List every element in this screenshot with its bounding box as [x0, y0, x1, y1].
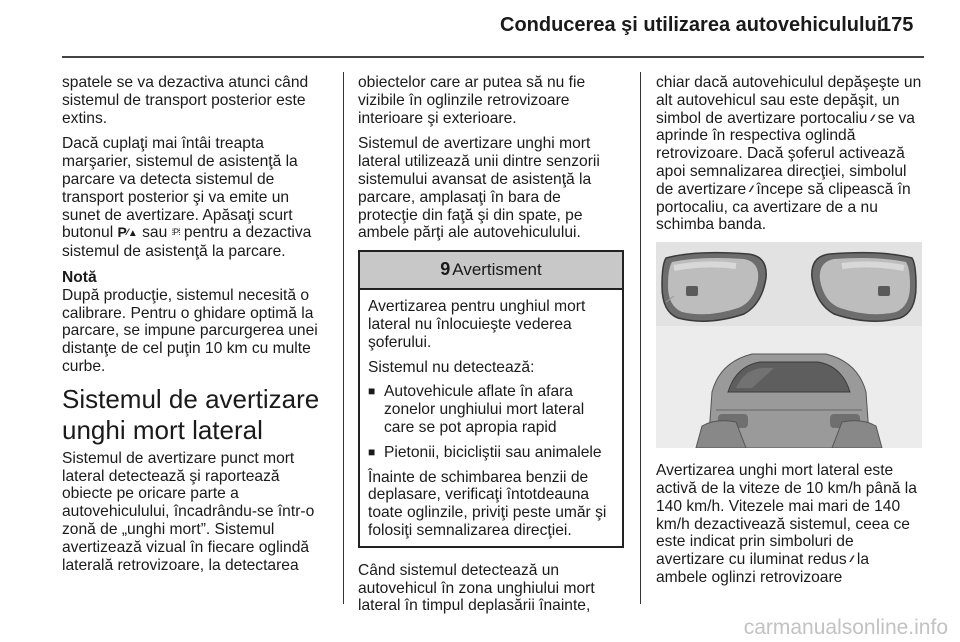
blind-spot-mirrors-illustration — [656, 242, 922, 448]
warning-paragraph-3: Înainte de schimbarea benzii de deplasare, verificaţi întotdeauna toate oglinzile, priviţi peste umăr şi folosiţi semnalizarea direcţiei. — [368, 468, 607, 539]
paragraph-reverse-gear-part-2: sau — [137, 224, 172, 242]
column-divider-1 — [343, 72, 344, 604]
column-divider-2 — [640, 72, 641, 604]
paragraph-detection: Când sistemul detectează un autovehicul în zona unghiului mort lateral în timpul deplasării înainte, — [358, 561, 595, 615]
section-title: Sistemul de avertizare unghi mort lateral — [62, 383, 320, 445]
warning-box — [358, 250, 624, 548]
paragraph-reverse-gear-part-1: Dacă cuplaţi mai întâi treapta marşarier, sistemul de asistenţă la parcare va detecta sistemul de transport posterior şi va emite un sunet de avertizare. Apăsaţi scurt butonul — [62, 135, 298, 242]
warning-bullet-text: Pietonii, bicicliştii sau animalele — [384, 443, 602, 461]
warning-header — [360, 252, 622, 290]
note-text: După producţie, sistemul necesită o calibrare. Pentru o ghidare optimă la parcare, se impune parcurgerea unei distanţe de cel puţin 10 km cu multe curbe. — [62, 286, 318, 375]
note-block — [62, 269, 330, 376]
warning-bullet-2 — [368, 444, 614, 462]
bullet-mark: ■ — [368, 444, 376, 459]
paragraph-reverse-gear — [62, 135, 330, 261]
blind-spot-warning-symbol: ⁄⁄⁄ — [871, 112, 874, 123]
paragraph-reverse-gear-part-3: pentru a dezactiva sistemul de asistenţă la parcare. — [62, 224, 312, 261]
column-2 — [358, 74, 624, 623]
paragraph-objects-not-visible: obiectelor care ar putea să nu fie vizibile în oglinzile retrovizoare interioare şi exterioare. — [358, 74, 586, 127]
warning-bullet-text: Autovehicule aflate în afara zonelor unghiului mort lateral care se pot apropia rapid — [384, 383, 585, 436]
warning-paragraph-2: Sistemul nu detectează: — [368, 358, 535, 376]
bullet-mark: ■ — [368, 384, 376, 399]
paragraph-speed-range — [656, 462, 924, 587]
park-assist-button-symbol: P⁄⁄▲ — [117, 224, 138, 241]
warning-bullet-1 — [368, 383, 614, 436]
paragraph-speed-range-part-2: la ambele oglinzi retrovizoare — [656, 551, 870, 586]
paragraph-warning-symbol-part-2: se va aprinde în respectiva oglindă retrovizoare. Dacă şoferul activează apoi semnalizarea direcţiei, simbolul de avertizare — [656, 109, 915, 198]
note-label: Notă — [62, 268, 97, 286]
blind-spot-warning-symbol: ⁄⁄⁄ — [851, 554, 853, 565]
paragraph-rear-carrier: spatele se va dezactiva atunci când sistemul de transport posterior este extins. — [62, 74, 309, 127]
paragraph-warning-symbol — [656, 74, 924, 234]
warning-body — [360, 290, 622, 546]
running-header-title: Conducerea şi utilizarea autovehiculului — [500, 14, 883, 36]
paragraph-speed-range-part-1: Avertizarea unghi mort lateral este activă de la viteze de 10 km/h până la 140 km/h. Vitezele mai mari de 140 km/h dezactivează sistemul, ceea ce este indicat prin simboluri de avertizare cu iluminat redus — [656, 462, 917, 569]
header-rule — [62, 56, 924, 58]
blind-spot-warning-symbol: ⁄⁄⁄ — [750, 183, 752, 194]
paragraph-warning-symbol-part-3: începe să clipească în portocaliu, ca avertizare de a nu schimba banda. — [656, 180, 911, 234]
page-number: 175 — [880, 14, 914, 36]
warning-title: Avertisment — [452, 260, 542, 280]
column-1 — [62, 74, 330, 582]
paragraph-warning-symbol-part-1: chiar dacă autovehiculul depăşeşte un alt autovehicul sau este depăşit, un simbol de avertizare portocaliu — [656, 74, 922, 127]
advanced-park-assist-symbol: ⁞P⁞ — [171, 227, 180, 238]
paragraph-system-description: Sistemul de avertizare punct mort lateral detectează şi raportează obiecte pe oricare parte a autovehiculului, încadrându-se într-o zonă de „unghi mort”. Sistemul avertizează vizual în fiecare oglindă laterală retrovizoare, la detectarea — [62, 449, 315, 574]
warning-paragraph-1: Avertizarea pentru unghiul mort lateral nu înlocuieşte vederea şoferului. — [368, 298, 586, 351]
column-3 — [656, 74, 924, 595]
watermark: carmanualsonline.info — [743, 616, 948, 639]
warning-icon: 9 — [440, 259, 451, 280]
paragraph-sensors: Sistemul de avertizare unghi mort lateral utilizează unii dintre senzorii sistemului avansat de asistenţă la parcare, amplasaţi în bara de protecţie din faţă şi din spate, pe ambele părţi ale autovehiculului. — [358, 135, 600, 242]
